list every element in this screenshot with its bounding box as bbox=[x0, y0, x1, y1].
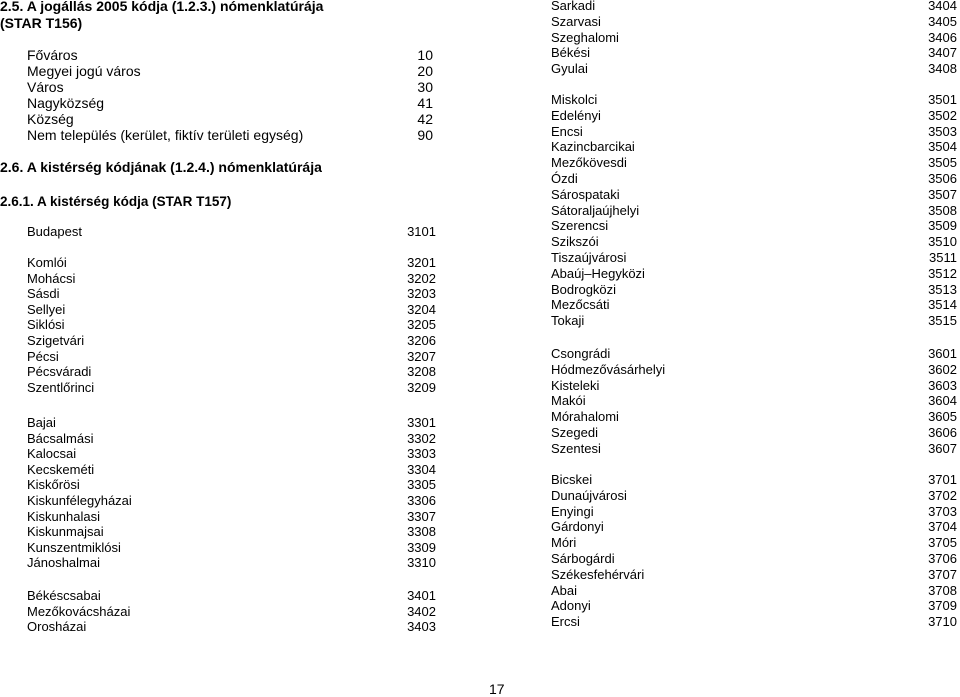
item-name: Szentlőrinci bbox=[27, 379, 95, 395]
list-item bbox=[27, 317, 436, 333]
list-item bbox=[551, 92, 957, 108]
list-item bbox=[551, 583, 957, 599]
page-number: 17 bbox=[489, 681, 505, 697]
item-code: 3705 bbox=[928, 535, 957, 551]
item-code: 3513 bbox=[928, 281, 957, 297]
list-item bbox=[551, 266, 957, 282]
list-item bbox=[27, 509, 436, 525]
item-name: Ercsi bbox=[551, 614, 580, 630]
item-code: 3514 bbox=[928, 297, 957, 313]
list-item bbox=[551, 171, 957, 187]
list-item bbox=[551, 598, 957, 614]
list-item bbox=[551, 519, 957, 535]
list-item bbox=[27, 588, 436, 604]
list-item bbox=[551, 14, 957, 30]
item-name: Móri bbox=[551, 535, 577, 551]
list-item bbox=[27, 415, 436, 431]
item-code: 3306 bbox=[407, 493, 436, 508]
item-code: 3510 bbox=[928, 234, 957, 250]
item-name: Kiskunmajsai bbox=[27, 524, 104, 540]
item-code: 3512 bbox=[928, 265, 957, 281]
list-item bbox=[27, 47, 433, 63]
list-item bbox=[551, 393, 957, 409]
item-code: 3101 bbox=[407, 224, 436, 239]
item-name: Edelényi bbox=[551, 107, 601, 123]
item-code: 3709 bbox=[928, 598, 957, 614]
item-code: 3704 bbox=[928, 519, 957, 535]
item-name: Ózdi bbox=[551, 171, 578, 186]
item-code: 3707 bbox=[928, 566, 957, 582]
item-name: Község bbox=[27, 111, 74, 127]
item-code: 3603 bbox=[928, 377, 957, 393]
item-code: 3703 bbox=[928, 503, 957, 519]
subsection-heading-kisterseg-kod: 2.6.1. A kistérség kódja (STAR T157) bbox=[0, 194, 232, 209]
item-code: 3304 bbox=[407, 461, 436, 477]
item-code: 3509 bbox=[928, 218, 957, 234]
item-name: Kunszentmiklósi bbox=[27, 539, 121, 555]
item-name: Komlói bbox=[27, 255, 67, 270]
list-item bbox=[551, 124, 957, 140]
list-item bbox=[551, 409, 957, 425]
item-code: 3302 bbox=[407, 430, 436, 446]
list-item bbox=[551, 425, 957, 441]
list-item bbox=[551, 203, 957, 219]
item-code: 90 bbox=[417, 127, 433, 143]
item-code: 3209 bbox=[407, 379, 436, 395]
item-name: Pécsi bbox=[27, 348, 59, 364]
item-code: 3309 bbox=[407, 539, 436, 555]
list-item bbox=[27, 224, 436, 240]
item-name: Jánoshalmai bbox=[27, 555, 100, 571]
item-name: Szeghalomi bbox=[551, 29, 619, 45]
list-item bbox=[27, 555, 436, 571]
list-item bbox=[551, 0, 957, 14]
item-name: Sásdi bbox=[27, 286, 60, 302]
item-name: Szegedi bbox=[551, 425, 598, 440]
item-name: Sárospataki bbox=[551, 186, 620, 202]
item-name: Gárdonyi bbox=[551, 519, 604, 535]
item-code: 3706 bbox=[928, 551, 957, 566]
item-code: 3507 bbox=[928, 186, 957, 202]
item-name: Kiskunfélegyházai bbox=[27, 493, 132, 508]
list-item bbox=[27, 302, 436, 318]
item-name: Mórahalomi bbox=[551, 409, 619, 425]
item-name: Főváros bbox=[27, 47, 78, 63]
list-item bbox=[551, 155, 957, 171]
item-name: Tokaji bbox=[551, 313, 585, 329]
list-item bbox=[27, 364, 436, 380]
list-item bbox=[27, 271, 436, 287]
item-code: 3505 bbox=[928, 155, 957, 171]
item-code: 41 bbox=[417, 95, 433, 111]
list-item bbox=[551, 441, 957, 457]
item-code: 3303 bbox=[407, 446, 436, 462]
list-item bbox=[551, 488, 957, 504]
item-code: 3606 bbox=[928, 425, 957, 440]
list-item bbox=[27, 63, 433, 79]
item-name: Kecskeméti bbox=[27, 461, 95, 477]
list-item bbox=[27, 111, 433, 127]
item-name: Szentesi bbox=[551, 440, 601, 456]
list-item bbox=[27, 95, 433, 111]
item-name: Szigetvári bbox=[27, 333, 85, 348]
list-item bbox=[27, 431, 436, 447]
list-item bbox=[27, 380, 436, 396]
item-name: Nagyközség bbox=[27, 95, 105, 111]
item-code: 3405 bbox=[928, 13, 957, 29]
item-code: 3407 bbox=[928, 45, 957, 61]
item-code: 3204 bbox=[407, 301, 436, 317]
item-name: Megyei jogú város bbox=[27, 63, 141, 79]
item-code: 3208 bbox=[407, 364, 436, 380]
list-item bbox=[27, 286, 436, 302]
item-code: 3404 bbox=[928, 0, 957, 13]
item-name: Sátoraljaújhelyi bbox=[551, 202, 640, 218]
item-name: Bicskei bbox=[551, 472, 593, 487]
list-item bbox=[551, 472, 957, 488]
item-name: Abaúj–Hegyközi bbox=[551, 265, 645, 281]
list-item bbox=[27, 524, 436, 540]
item-name: Hódmezővásárhelyi bbox=[551, 361, 666, 377]
item-name: Budapest bbox=[27, 224, 82, 239]
list-item bbox=[27, 477, 436, 493]
item-name: Pécsváradi bbox=[27, 364, 92, 380]
item-name: Adonyi bbox=[551, 598, 591, 614]
item-code: 3205 bbox=[407, 317, 436, 333]
item-code: 3406 bbox=[928, 29, 957, 45]
item-code: 3305 bbox=[407, 477, 436, 493]
list-item bbox=[551, 282, 957, 298]
list-item bbox=[27, 619, 436, 635]
item-name: Mezőkovácsházai bbox=[27, 603, 131, 619]
item-name: Mezőcsáti bbox=[551, 297, 610, 313]
list-item bbox=[551, 108, 957, 124]
list-item bbox=[27, 446, 436, 462]
list-item bbox=[27, 462, 436, 478]
list-item bbox=[551, 567, 957, 583]
item-code: 3310 bbox=[407, 555, 436, 571]
item-code: 3207 bbox=[407, 348, 436, 364]
list-item bbox=[551, 187, 957, 203]
item-code: 3602 bbox=[928, 361, 957, 377]
item-code: 3511 bbox=[929, 250, 957, 265]
item-code: 3202 bbox=[407, 270, 436, 286]
item-code: 20 bbox=[417, 63, 433, 79]
list-item bbox=[551, 313, 957, 329]
item-name: Város bbox=[27, 79, 64, 95]
item-code: 3508 bbox=[928, 202, 957, 218]
item-code: 3203 bbox=[407, 286, 436, 302]
list-item bbox=[27, 604, 436, 620]
item-name: Sarkadi bbox=[551, 0, 596, 13]
item-code: 3307 bbox=[407, 508, 436, 524]
item-name: Sellyei bbox=[27, 301, 66, 317]
item-name: Bajai bbox=[27, 415, 56, 430]
item-name: Bodrogközi bbox=[551, 281, 617, 297]
item-code: 3408 bbox=[928, 61, 957, 77]
item-code: 10 bbox=[417, 47, 433, 63]
item-name: Békési bbox=[551, 45, 591, 61]
section-heading-jogallas: 2.5. A jogállás 2005 kódja (1.2.3.) nómenklatúrája bbox=[0, 0, 324, 14]
item-name: Bácsalmási bbox=[27, 430, 94, 446]
item-code: 3201 bbox=[407, 255, 436, 270]
item-name: Kiskunhalasi bbox=[27, 508, 100, 524]
item-code: 3502 bbox=[928, 107, 957, 123]
item-code: 3503 bbox=[928, 123, 957, 139]
item-name: Encsi bbox=[551, 123, 583, 139]
item-name: Csongrádi bbox=[551, 346, 611, 361]
item-name: Dunaújvárosi bbox=[551, 487, 627, 503]
item-name: Miskolci bbox=[551, 92, 598, 107]
list-item bbox=[551, 30, 957, 46]
item-name: Szikszói bbox=[551, 234, 599, 250]
item-code: 3708 bbox=[928, 582, 957, 598]
item-code: 3604 bbox=[928, 393, 957, 409]
item-code: 3605 bbox=[928, 409, 957, 425]
list-item bbox=[27, 540, 436, 556]
list-item bbox=[551, 378, 957, 394]
list-item bbox=[551, 362, 957, 378]
item-name: Kalocsai bbox=[27, 446, 77, 462]
item-code: 3702 bbox=[928, 487, 957, 503]
item-name: Mezőkövesdi bbox=[551, 155, 627, 171]
item-code: 42 bbox=[417, 111, 433, 127]
item-name: Székesfehérvári bbox=[551, 566, 645, 582]
item-code: 3308 bbox=[407, 524, 436, 540]
section-heading-jogallas-star: (STAR T156) bbox=[0, 15, 83, 31]
list-item bbox=[27, 127, 433, 143]
item-name: Békéscsabai bbox=[27, 588, 101, 603]
item-code: 3403 bbox=[407, 619, 436, 635]
list-item bbox=[27, 79, 433, 95]
list-item bbox=[551, 139, 957, 155]
item-name: Tiszaújvárosi bbox=[551, 250, 627, 265]
item-name: Gyulai bbox=[551, 61, 588, 77]
item-code: 3701 bbox=[928, 472, 957, 487]
item-name: Siklósi bbox=[27, 317, 65, 333]
item-code: 3504 bbox=[928, 139, 957, 155]
list-item bbox=[27, 493, 436, 509]
item-name: Makói bbox=[551, 393, 586, 409]
list-item bbox=[551, 250, 957, 266]
list-item bbox=[27, 349, 436, 365]
item-name: Mohácsi bbox=[27, 270, 76, 286]
item-code: 3515 bbox=[928, 313, 957, 329]
list-item bbox=[551, 234, 957, 250]
item-name: Sárbogárdi bbox=[551, 551, 615, 566]
list-item bbox=[551, 551, 957, 567]
item-name: Abai bbox=[551, 582, 578, 598]
item-code: 3501 bbox=[928, 92, 957, 107]
item-name: Enyingi bbox=[551, 503, 594, 519]
item-code: 3206 bbox=[407, 333, 436, 348]
list-item bbox=[27, 333, 436, 349]
list-item bbox=[551, 61, 957, 77]
item-code: 3601 bbox=[928, 346, 957, 361]
item-code: 30 bbox=[417, 79, 433, 95]
list-item bbox=[551, 504, 957, 520]
list-item bbox=[551, 346, 957, 362]
list-item bbox=[551, 218, 957, 234]
item-code: 3607 bbox=[928, 440, 957, 456]
item-code: 3301 bbox=[407, 415, 436, 430]
item-name: Kisteleki bbox=[551, 377, 600, 393]
item-code: 3506 bbox=[928, 171, 957, 186]
list-item bbox=[27, 255, 436, 271]
item-code: 3402 bbox=[407, 603, 436, 619]
list-item bbox=[551, 535, 957, 551]
section-heading-kisterseg: 2.6. A kistérség kódjának (1.2.4.) nómenklatúrája bbox=[0, 159, 322, 175]
list-item bbox=[551, 297, 957, 313]
item-code: 3401 bbox=[407, 588, 436, 603]
item-name: Kazincbarcikai bbox=[551, 139, 635, 155]
item-name: Szerencsi bbox=[551, 218, 609, 234]
item-name: Orosházai bbox=[27, 619, 87, 635]
list-item bbox=[551, 614, 957, 630]
item-name: Kiskőrösi bbox=[27, 477, 80, 493]
item-name: Szarvasi bbox=[551, 13, 601, 29]
list-item bbox=[551, 45, 957, 61]
item-code: 3710 bbox=[928, 614, 957, 630]
item-name: Nem település (kerület, fiktív területi egység) bbox=[27, 127, 304, 143]
